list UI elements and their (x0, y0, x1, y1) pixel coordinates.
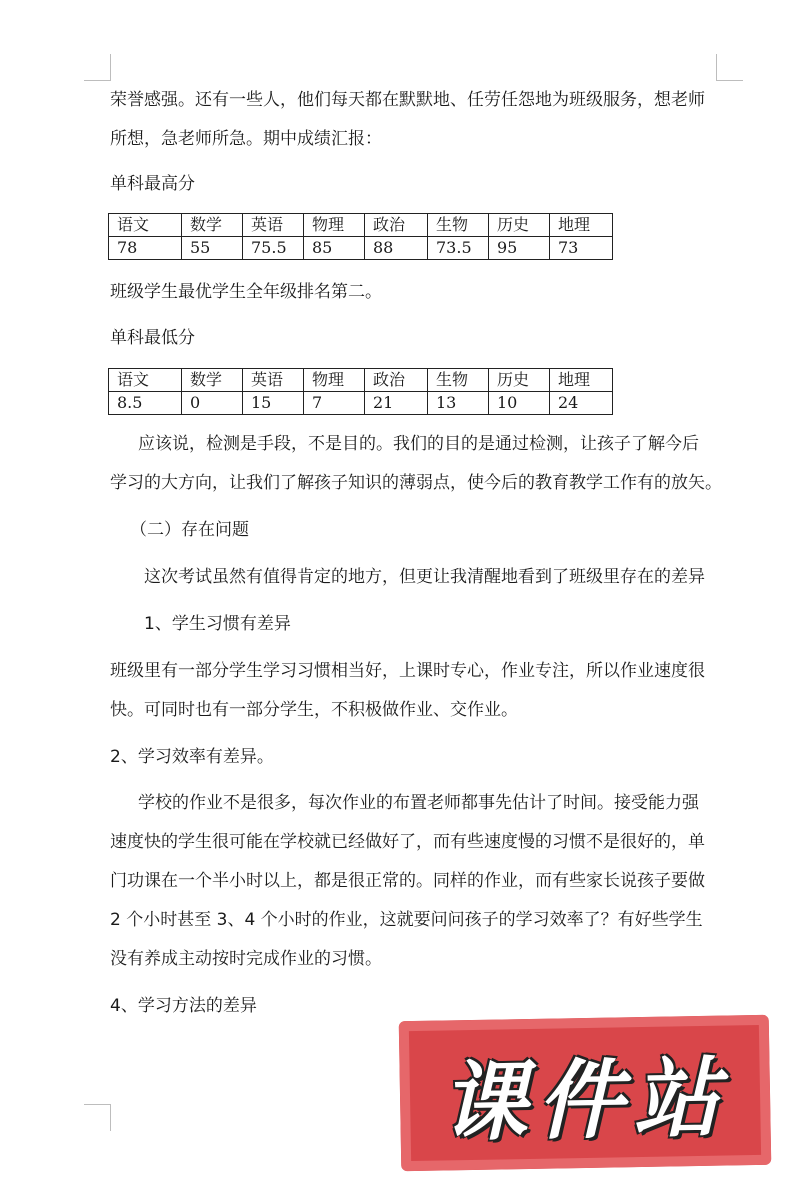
paragraph-line-2: 所想，急老师所急。期中成绩汇报： (110, 129, 382, 149)
table-cell: 历史 (489, 214, 550, 237)
highest-score-table (108, 213, 613, 260)
table-cell: 24 (550, 392, 613, 415)
watermark-text: 课件站 (440, 1048, 730, 1154)
table-cell: 地理 (550, 214, 613, 237)
table-cell: 15 (243, 392, 304, 415)
paragraph-line-15: 速度快的学生很可能在学校就已经做好了，而有些速度慢的习惯不是很好的，单 (110, 832, 705, 852)
paragraph-line-12: 快。可同时也有一部分学生，不积极做作业、交作业。 (110, 700, 518, 720)
section-heading-problems: （二）存在问题 (130, 520, 249, 540)
corner-mark-bottom-left (84, 1104, 111, 1131)
table-cell: 88 (365, 237, 428, 260)
paragraph-ranking: 班级学生最优学生全年级排名第二。 (110, 282, 382, 302)
paragraph-line-17: 2 个小时甚至 3、4 个小时的作业，这就要问问孩子的学习效率了？有好些学生 (110, 910, 703, 930)
heading-highest-score: 单科最高分 (110, 174, 195, 194)
paragraph-line-16: 门功课在一个半小时以上，都是很正常的。同样的作业，而有些家长说孩子要做 (110, 871, 705, 891)
table-cell: 英语 (243, 369, 304, 392)
table-cell: 生物 (428, 369, 489, 392)
paragraph-line-6: 应该说，检测是手段，不是目的。我们的目的是通过检测，让孩子了解今后 (138, 434, 699, 454)
table-cell: 13 (428, 392, 489, 415)
table-cell: 物理 (304, 369, 365, 392)
table-cell: 历史 (489, 369, 550, 392)
paragraph-line-9: 这次考试虽然有值得肯定的地方，但更让我清醒地看到了班级里存在的差异 (144, 567, 705, 587)
table-cell: 生物 (428, 214, 489, 237)
paragraph-line-1: 荣誉感强。还有一些人，他们每天都在默默地、任劳任怨地为班级服务，想老师 (110, 90, 705, 110)
subheading-habits: 1、学生习惯有差异 (144, 614, 291, 634)
table-cell: 55 (182, 237, 243, 260)
subheading-efficiency: 2、学习效率有差异。 (110, 747, 274, 767)
table-cell: 73 (550, 237, 613, 260)
corner-mark-top-right (716, 54, 743, 81)
watermark-stamp (399, 1015, 772, 1171)
paragraph-line-11: 班级里有一部分学生学习习惯相当好，上课时专心，作业专注，所以作业速度很 (110, 661, 705, 681)
table-row (109, 392, 613, 415)
table-row (109, 237, 613, 260)
table-cell: 8.5 (109, 392, 182, 415)
table-cell: 78 (109, 237, 182, 260)
table-cell: 73.5 (428, 237, 489, 260)
table-cell: 数学 (182, 369, 243, 392)
table-cell: 物理 (304, 214, 365, 237)
table-cell: 语文 (109, 369, 182, 392)
table-cell: 英语 (243, 214, 304, 237)
paragraph-line-7: 学习的大方向，让我们了解孩子知识的薄弱点，使今后的教育教学工作有的放矢。 (110, 473, 722, 493)
table-cell: 85 (304, 237, 365, 260)
table-cell: 7 (304, 392, 365, 415)
table-cell: 95 (489, 237, 550, 260)
heading-lowest-score: 单科最低分 (110, 328, 195, 348)
table-cell: 政治 (365, 369, 428, 392)
table-header-row (109, 214, 613, 237)
table-cell: 政治 (365, 214, 428, 237)
lowest-score-table (108, 368, 613, 415)
paragraph-line-14: 学校的作业不是很多，每次作业的布置老师都事先估计了时间。接受能力强 (138, 793, 699, 813)
table-cell: 21 (365, 392, 428, 415)
paragraph-line-18: 没有养成主动按时完成作业的习惯。 (110, 949, 382, 969)
table-cell: 10 (489, 392, 550, 415)
corner-mark-top-left (84, 54, 111, 81)
table-header-row (109, 369, 613, 392)
subheading-methods: 4、学习方法的差异 (110, 996, 257, 1016)
table-cell: 数学 (182, 214, 243, 237)
table-cell: 75.5 (243, 237, 304, 260)
table-cell: 0 (182, 392, 243, 415)
table-cell: 语文 (109, 214, 182, 237)
table-cell: 地理 (550, 369, 613, 392)
